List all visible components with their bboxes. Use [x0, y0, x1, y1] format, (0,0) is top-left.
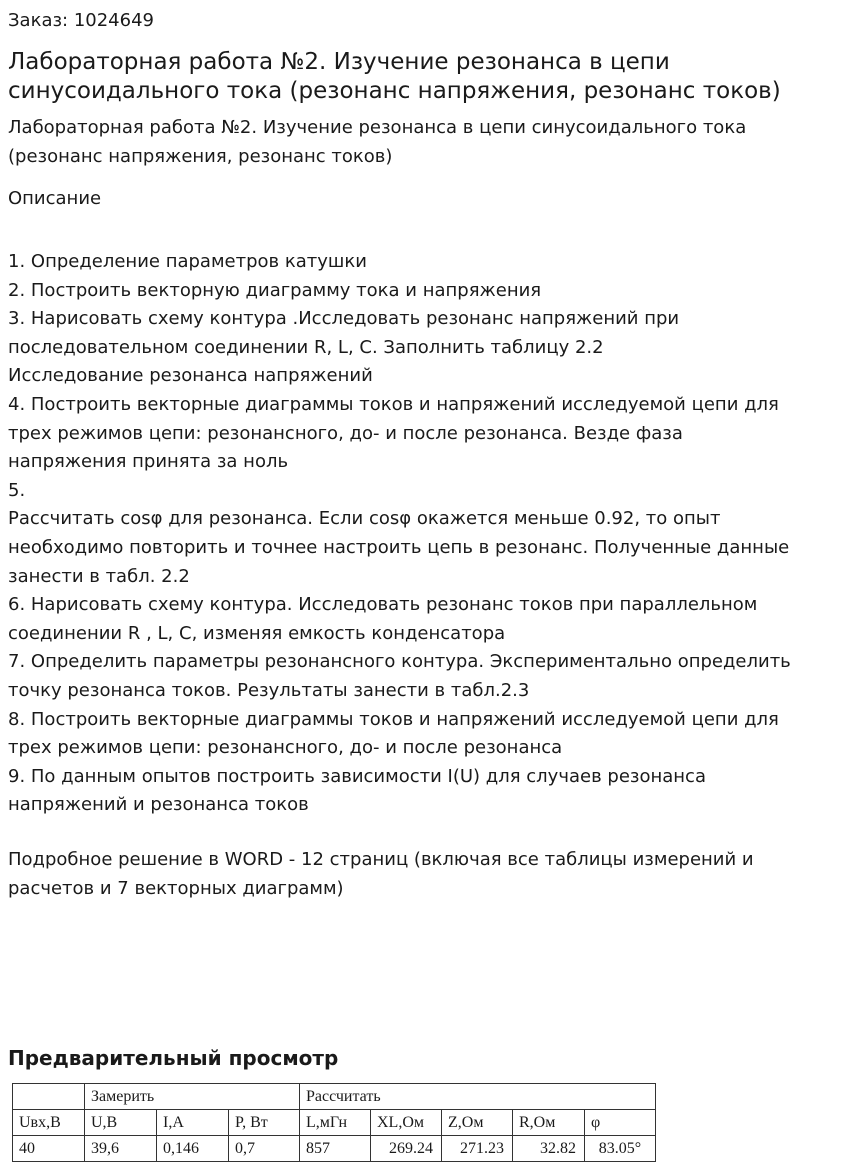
- description-line: Исследование резонанса напряжений: [8, 365, 373, 387]
- description-line: 3. Нарисовать схему контура .Исследовать резонанс напряжений при: [8, 308, 680, 330]
- table-group-header-row: [13, 1084, 656, 1110]
- table-cell: 0,146: [157, 1136, 229, 1162]
- table-header-cell: R,Ом: [513, 1110, 585, 1136]
- description-line: напряжений и резонанса токов: [8, 794, 309, 816]
- page-subtitle: Лабораторная работа №2. Изучение резонанса в цепи синусоидального тока (резонанс напряжения, резонанс токов): [8, 117, 747, 167]
- table-header-cell: Z,Ом: [442, 1110, 513, 1136]
- description-line: соединении R , L, C, изменяя емкость конденсатора: [8, 622, 506, 644]
- description-line: трех режимов цепи: резонансного, до- и после резонанса. Везде фаза: [8, 422, 683, 444]
- description-line: 1. Определение параметров катушки: [8, 251, 367, 272]
- table-column-header-row: [13, 1110, 656, 1136]
- order-number: Заказ: 1024649: [8, 10, 154, 31]
- preview-heading: Предварительный просмотр: [8, 1046, 339, 1070]
- description-line: Рассчитать cosφ для резонанса. Если cosφ окажется меньше 0.92, то опыт: [8, 508, 721, 530]
- table-cell: 0,7: [229, 1136, 300, 1162]
- page-title: Лабораторная работа №2. Изучение резонанса в цепи синусоидального тока (резонанс напряжения, резонанс токов): [8, 49, 781, 104]
- description-line: 7. Определить параметры резонансного контура. Экспериментально определить: [8, 651, 791, 673]
- description-line: 5.: [8, 479, 26, 501]
- table-cell: 39,6: [85, 1136, 157, 1162]
- table-header-cell: [13, 1084, 85, 1110]
- table-group-compute: Рассчитать: [300, 1084, 656, 1110]
- table-group-measure: Замерить: [85, 1084, 300, 1110]
- table-cell: 271.23: [442, 1136, 513, 1162]
- description-line: 9. По данным опытов построить зависимости I(U) для случаев резонанса: [8, 765, 706, 787]
- description-label: Описание: [8, 188, 102, 209]
- description-body: [8, 248, 843, 820]
- description-line: необходимо повторить и точнее настроить цепь в резонанс. Полученные данные: [8, 536, 790, 558]
- description-line: точку резонанса токов. Результаты занести в табл.2.3: [8, 679, 530, 701]
- description-line: трех режимов цепи: резонансного, до- и после резонанса: [8, 737, 563, 759]
- measurement-table: [12, 1083, 656, 1162]
- table-row: [13, 1136, 656, 1162]
- table-cell: 83.05°: [585, 1136, 656, 1162]
- description-line: занести в табл. 2.2: [8, 565, 190, 587]
- table-cell: 40: [13, 1136, 85, 1162]
- description-line: 4. Построить векторные диаграммы токов и напряжений исследуемой цепи для: [8, 393, 779, 415]
- table-header-cell: P, Вт: [229, 1110, 300, 1136]
- description-line: напряжения принята за ноль: [8, 451, 289, 473]
- description-line: 8. Построить векторные диаграммы токов и напряжений исследуемой цепи для: [8, 708, 779, 730]
- description-line: 2. Построить векторную диаграмму тока и напряжения: [8, 279, 542, 301]
- table-header-cell: I,А: [157, 1110, 229, 1136]
- description-line: последовательном соединении R, L, C. Заполнить таблицу 2.2: [8, 336, 604, 358]
- table-header-cell: φ: [585, 1110, 656, 1136]
- table-header-cell: Uвх,В: [13, 1110, 85, 1136]
- table-cell: 269.24: [371, 1136, 442, 1162]
- table-header-cell: U,В: [85, 1110, 157, 1136]
- table-header-cell: L,мГн: [300, 1110, 371, 1136]
- description-line: 6. Нарисовать схему контура. Исследовать резонанс токов при параллельном: [8, 594, 758, 616]
- table-cell: 32.82: [513, 1136, 585, 1162]
- table-header-cell: XL,Ом: [371, 1110, 442, 1136]
- table-cell: 857: [300, 1136, 371, 1162]
- solution-summary: Подробное решение в WORD - 12 страниц (включая все таблицы измерений и расчетов и 7 векторных диаграмм): [8, 849, 754, 899]
